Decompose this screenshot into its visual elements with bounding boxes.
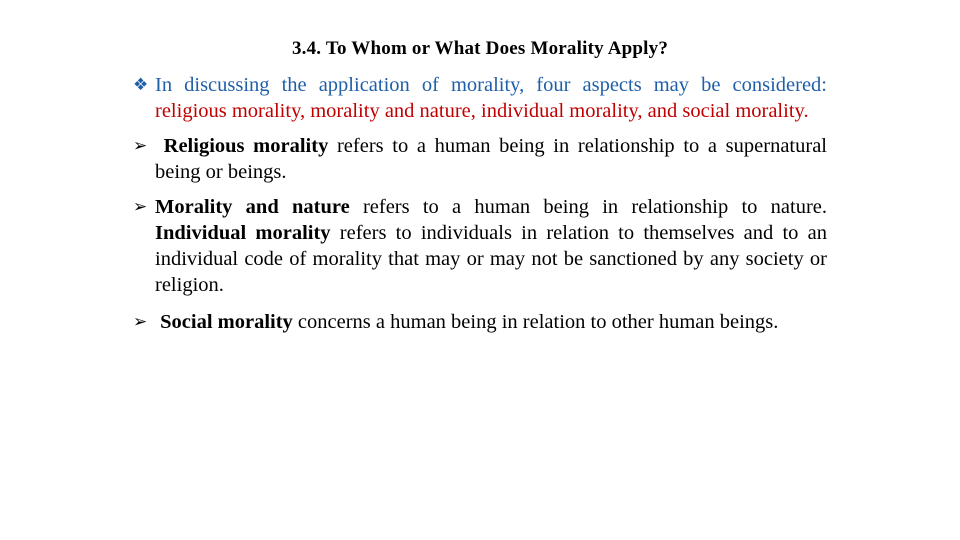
term-social-morality: Social morality bbox=[160, 311, 293, 333]
arrowhead-bullet-icon: ➢ bbox=[133, 136, 148, 156]
slide-title: 3.4. To Whom or What Does Morality Apply? bbox=[291, 38, 669, 59]
diamond-bullet-icon: ❖ bbox=[133, 75, 149, 95]
bullet-item-intro bbox=[133, 72, 827, 124]
definition-social-morality: concerns a human being in relation to other human beings. bbox=[297, 311, 779, 333]
bullet-item-social-morality bbox=[133, 309, 827, 335]
bullet-list bbox=[133, 72, 827, 344]
term-individual-morality: Individual morality bbox=[155, 222, 331, 244]
bullet-item-religious-morality bbox=[133, 133, 827, 185]
definition-religious-morality: refers to a human being in relationship to a supernatural being or beings. bbox=[155, 135, 827, 183]
bullet-item-morality-and-nature bbox=[133, 194, 827, 298]
definition-morality-and-nature: refers to a human being in relationship to nature. bbox=[362, 196, 827, 218]
intro-aspects-text: religious morality, morality and nature, individual morality, and social morality. bbox=[155, 100, 809, 122]
term-religious-morality: Religious morality bbox=[163, 135, 329, 157]
term-morality-and-nature: Morality and nature bbox=[155, 196, 350, 218]
arrowhead-bullet-icon: ➢ bbox=[133, 197, 148, 217]
intro-text: In discussing the application of morality, four aspects may be considered: bbox=[155, 74, 827, 96]
arrowhead-bullet-icon: ➢ bbox=[133, 312, 148, 332]
definition-individual-morality: refers to individuals in relation to themselves and to an individual code of morality that may or may not be sanctioned by any society or religion. bbox=[155, 222, 828, 296]
